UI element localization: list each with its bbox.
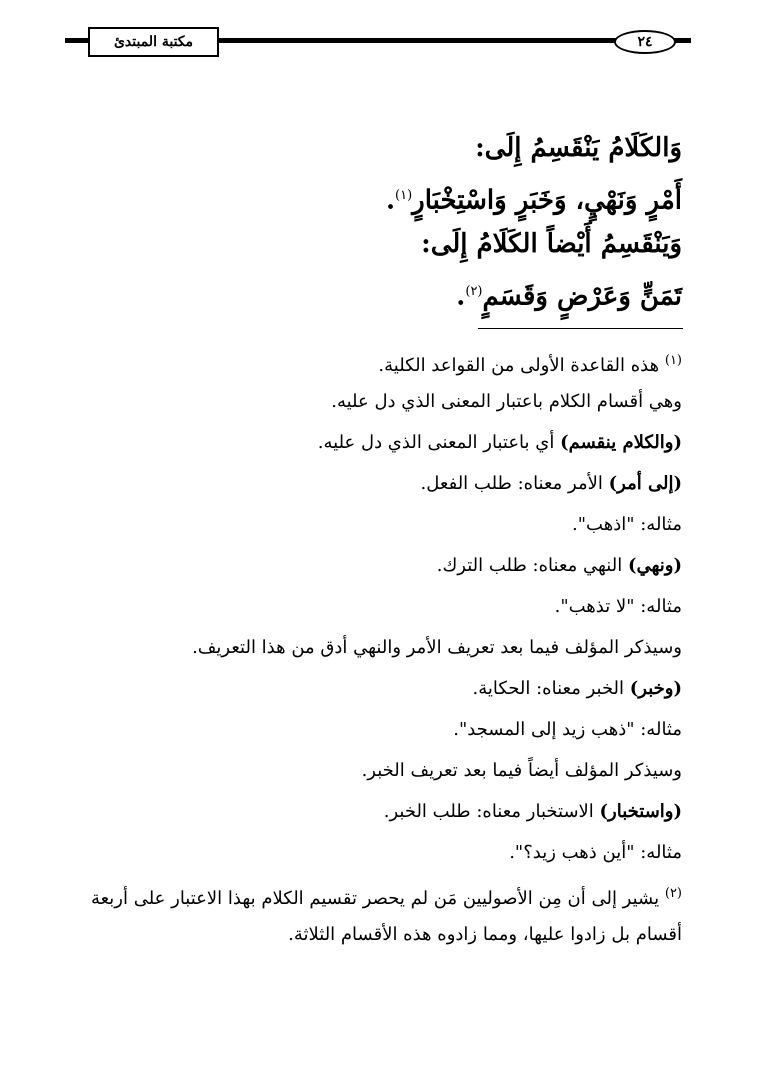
footnote-divider (478, 328, 683, 329)
verse-line: وَيَنْقَسِمُ أَيْضاً الكَلَامُ إِلَى: (421, 229, 682, 259)
footnote-mark: (٢) (664, 886, 682, 901)
page-number: ٢٤ (614, 30, 676, 54)
footnote-ref: (٢) (465, 284, 483, 299)
footnote-line: وسيذكر المؤلف فيما بعد تعريف الأمر والنهي أدق من هذا التعريف. (192, 637, 682, 658)
footnote-line: (والكلام ينقسم) أي باعتبار المعنى الذي دل عليه. (317, 432, 682, 453)
footnote-mark: (١) (664, 353, 682, 368)
footnote-ref: (١) (395, 188, 413, 203)
footnote-line: (واستخبار) الاستخبار معناه: طلب الخبر. (383, 801, 682, 822)
book-title: مكتبة المبتدئ (88, 27, 219, 57)
footnote-line: مثاله: "اذهب". (572, 514, 682, 535)
verse-line: أَمْرٍ وَنَهْيٍ، وَخَبَرٍ وَاسْتِخْبَارٍ$^{(١)}$. (385, 185, 682, 216)
footnote-line: $^{(٢)}$ يشير إلى أن مِن الأصوليين مَن لم يحصر تقسيم الكلام بهذا الاعتبار على أربعة (90, 886, 682, 909)
footnote-line: (إلى أمر) الأمر معناه: طلب الفعل. (420, 473, 682, 494)
footnote-line: مثاله: "ذهب زيد إلى المسجد". (453, 719, 682, 740)
footnote-line: أقسام بل زادوا عليها، ومما زادوه هذه الأقسام الثلاثة. (288, 924, 682, 945)
verse-line: تَمَنٍّ وَعَرْضٍ وَقَسَمٍ$^{(٢)}$. (456, 281, 682, 312)
verse-line: وَالكَلَامُ يَنْقَسِمُ إِلَى: (475, 133, 682, 163)
verse-block (82, 124, 682, 316)
footnote-line: (وخبر) الخبر معناه: الحكاية. (472, 678, 682, 699)
footnotes (42, 340, 682, 955)
footnote-line: مثاله: "لا تذهب". (554, 596, 682, 617)
footnote-line: $^{(١)}$ هذه القاعدة الأولى من القواعد الكلية. (378, 353, 682, 376)
footnote-line: (ونهي) النهي معناه: طلب الترك. (436, 555, 682, 576)
footnote-line: وهي أقسام الكلام باعتبار المعنى الذي دل عليه. (331, 391, 682, 412)
footnote-line: وسيذكر المؤلف أيضاً فيما بعد تعريف الخبر. (361, 760, 682, 781)
footnote-line: مثاله: "أين ذهب زيد؟". (509, 842, 682, 863)
